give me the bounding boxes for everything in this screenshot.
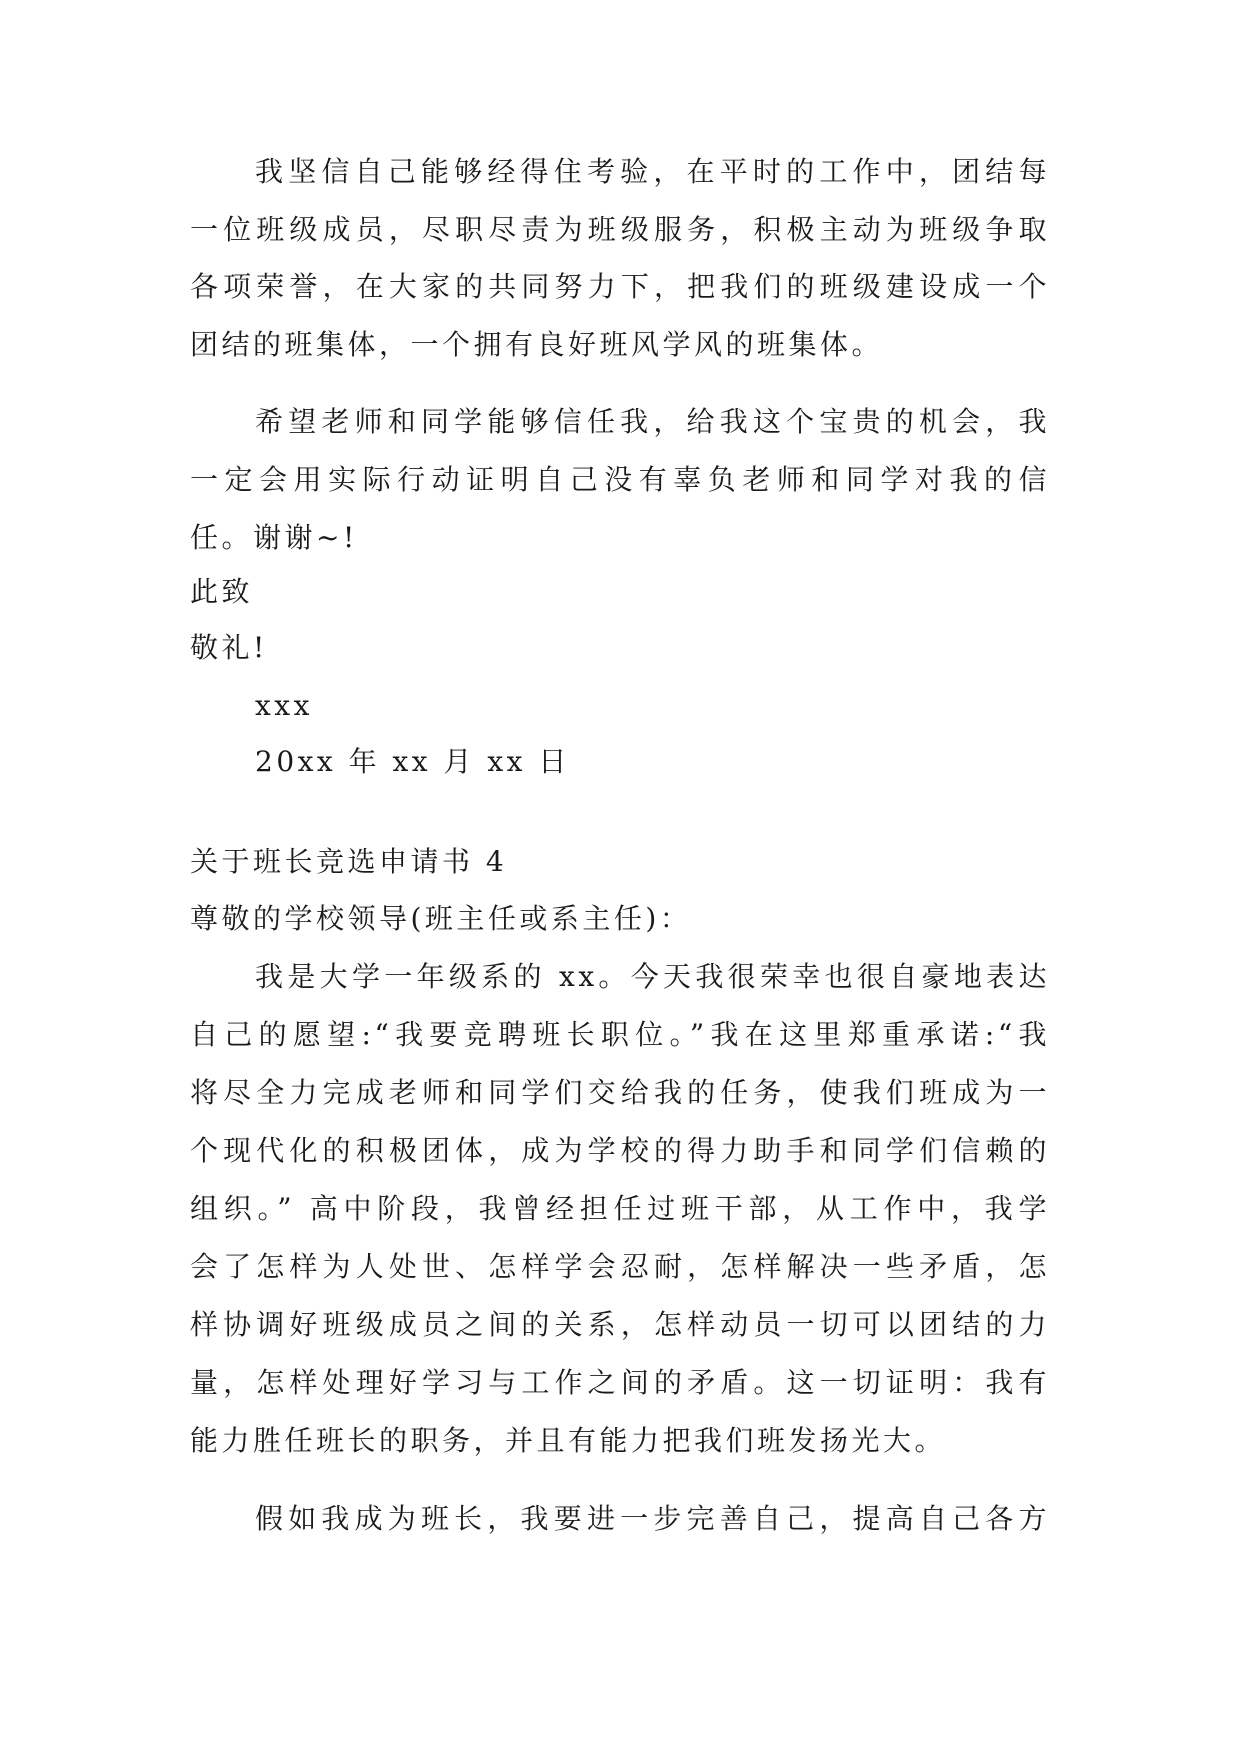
text-line: 各项荣誉，在大家的共同努力下，把我们的班级建设成一个 — [190, 270, 1050, 303]
text-line: 将尽全力完成老师和同学们交给我的任务，使我们班成为一 — [190, 1076, 1050, 1109]
text-line: 样协调好班级成员之间的关系，怎样动员一切可以团结的力 — [190, 1308, 1050, 1341]
text-line: 我是大学一年级系的 xx。今天我很荣幸也很自豪地表达 — [255, 960, 1050, 993]
text-line: 自己的愿望:“我要竞聘班长职位。”我在这里郑重承诺:“我 — [190, 1018, 1050, 1051]
text-line: 我坚信自己能够经得住考验，在平时的工作中，团结每 — [255, 155, 1050, 188]
text-line: 团结的班集体，一个拥有良好班风学风的班集体。 — [190, 328, 884, 361]
text-line: 任。谢谢~! — [190, 521, 358, 554]
text-line: 希望老师和同学能够信任我，给我这个宝贵的机会，我 — [255, 405, 1050, 438]
text-line: 一位班级成员，尽职尽责为班级服务，积极主动为班级争取 — [190, 213, 1050, 246]
text-line: 尊敬的学校领导(班主任或系主任)： — [190, 902, 692, 935]
text-line: 量，怎样处理好学习与工作之间的矛盾。这一切证明：我有 — [190, 1366, 1050, 1399]
text-line: 敬礼! — [190, 631, 268, 664]
text-line: xxx — [255, 689, 313, 722]
text-line: 组织。” 高中阶段，我曾经担任过班干部，从工作中，我学 — [190, 1192, 1050, 1225]
text-line: 此致 — [190, 575, 254, 608]
text-line: 20xx 年 xx 月 xx 日 — [255, 745, 570, 778]
text-line: 会了怎样为人处世、怎样学会忍耐，怎样解决一些矛盾，怎 — [190, 1250, 1050, 1283]
text-line: 一定会用实际行动证明自己没有辜负老师和同学对我的信 — [190, 463, 1050, 496]
text-line: 能力胜任班长的职务，并且有能力把我们班发扬光大。 — [190, 1424, 947, 1457]
text-line: 关于班长竞选申请书 4 — [190, 845, 508, 878]
text-line: 个现代化的积极团体，成为学校的得力助手和同学们信赖的 — [190, 1134, 1050, 1167]
text-line: 假如我成为班长，我要进一步完善自己，提高自己各方 — [255, 1502, 1050, 1535]
